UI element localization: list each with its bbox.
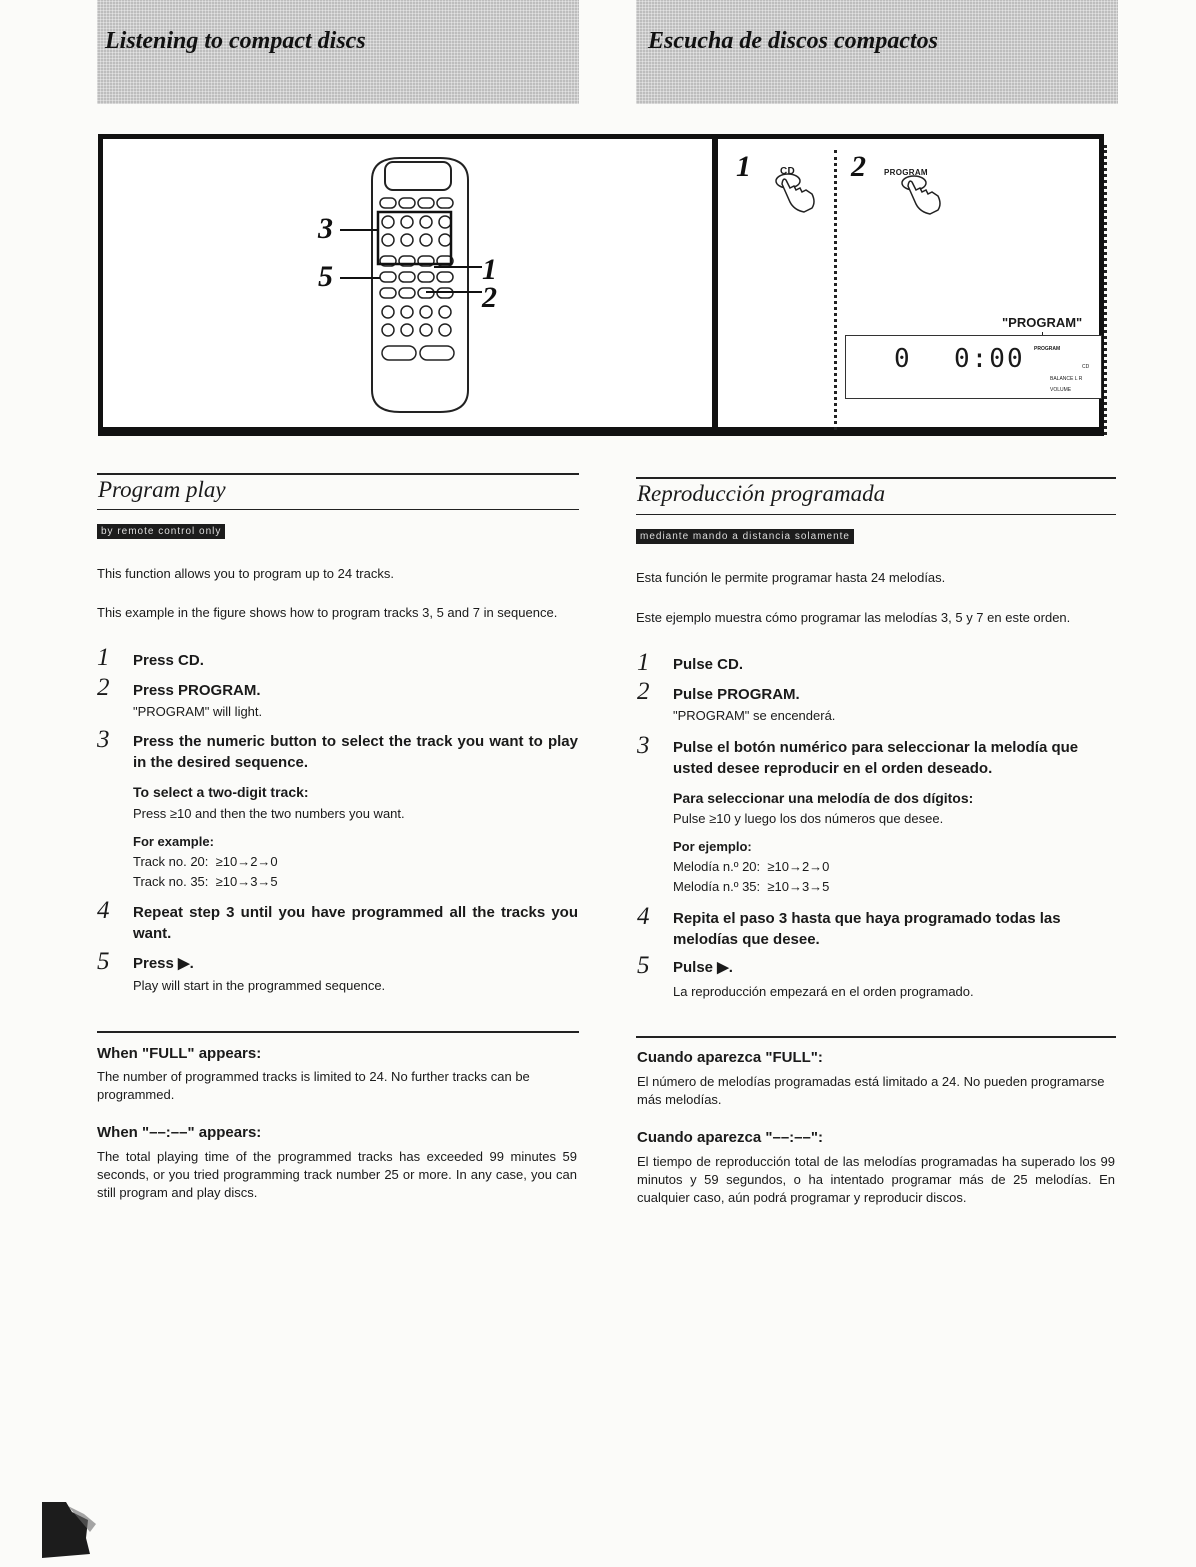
spanish-step-1-number: 1 [637,649,650,676]
callout-5: 5 [318,260,333,293]
spanish-example-heading: Por ejemplo: [673,839,752,854]
spanish-remote-only-tag: mediante mando a distancia solamente [636,529,854,544]
program-indicator-label: "PROGRAM" [1002,315,1083,330]
english-step-5-detail: Play will start in the programmed sequence. [133,978,386,993]
figure-dotted-divider [834,150,837,430]
spanish-step-5-heading: Pulse ▶. [673,959,733,976]
english-step-2-detail: "PROGRAM" will light. [133,704,263,719]
hand-pointer-icon [772,172,822,216]
english-remote-only-tag: by remote control only [97,524,225,539]
lcd-program-indicator: PROGRAM [1034,346,1061,352]
callout-1: 1 [482,253,497,286]
spanish-step-2-detail: "PROGRAM" se encenderá. [673,708,836,723]
spanish-step-3-number: 3 [637,732,650,759]
spanish-full-heading: Cuando aparezca "FULL": [637,1049,823,1066]
scan-corner-mark [38,1498,108,1562]
header-title-english: Listening to compact discs [105,28,366,54]
english-two-digit-text: Press ≥10 and then the two numbers you want. [133,806,405,821]
english-step-4-heading: Repeat step 3 until you have programmed all the tracks you want. [133,904,578,942]
spanish-step-5-detail: La reproducción empezará en el orden programado. [673,984,974,999]
english-step-2-heading: Press PROGRAM. [133,682,261,699]
spanish-two-digit-heading: Para seleccionar una melodía de dos dígitos: [673,790,974,806]
spanish-title-rule-bottom [636,514,1116,515]
header-title-spanish: Escucha de discos compactos [648,28,938,54]
hand-pointer-icon-2 [898,174,948,218]
figure-step-2: 2 [851,150,866,183]
english-two-digit-heading: To select a two-digit track: [133,784,309,800]
english-title-rule-top [97,473,579,475]
english-step-5-number: 5 [97,948,110,975]
cd-button-label: CD [780,166,796,177]
lcd-cd-indicator: CD [1082,364,1090,370]
spanish-step-2-heading: Pulse PROGRAM. [673,686,800,703]
english-intro-1: This function allows you to program up to 24 tracks. [97,566,394,581]
lcd-volume-indicator: VOLUME [1050,387,1072,393]
spanish-notes-rule [636,1036,1116,1038]
english-example-2: Track no. 35: ≥10→3→5 [133,874,278,889]
english-dash-heading: When "––:––" appears: [97,1124,262,1141]
english-step-5-heading: Press ▶. [133,955,194,972]
spanish-step-2-number: 2 [637,678,650,705]
spanish-step-4-heading: Repita el paso 3 hasta que haya programado todas las melodías que desee. [673,910,1061,948]
lcd-track-number: 0 [894,344,912,374]
spanish-step-1-heading: Pulse CD. [673,656,744,673]
spanish-step-5-number: 5 [637,952,650,979]
spanish-step-3-heading: Pulse el botón numérico para seleccionar la melodía que usted desee reproducir en el orden deseado. [673,739,1079,777]
spanish-dash-heading: Cuando aparezca "––:––": [637,1129,823,1146]
english-section-title: Program play [98,477,226,502]
figure-dotted-edge [1104,145,1107,435]
english-intro-2: This example in the figure shows how to program tracks 3, 5 and 7 in sequence. [97,605,558,620]
english-step-2-number: 2 [97,674,110,701]
english-step-1-heading: Press CD. [133,652,204,669]
english-step-3-heading: Press the numeric button to select the track you want to play in the desired sequence. [133,733,578,771]
lcd-balance-indicator: BALANCE L R [1050,376,1083,382]
english-example-1: Track no. 20: ≥10→2→0 [133,854,278,869]
figure-step-1: 1 [736,150,751,183]
figure-divider [712,134,718,436]
header-banner-english [97,0,579,104]
spanish-intro-1: Esta función le permite programar hasta 24 melodías. [636,570,946,585]
english-example-heading: For example: [133,834,214,849]
english-notes-rule [97,1031,579,1033]
spanish-dash-text: El tiempo de reproducción total de las melodías programadas ha superado los 99 minutos y 59 segundos, o ha intentado programar más de 25 melodías. En cualquier caso, aún podrá programar y reproducir discos. [637,1154,1115,1205]
spanish-example-1: Melodía n.º 20: ≥10→2→0 [673,859,830,874]
english-full-text: The number of programmed tracks is limited to 24. No further tracks can be programmed. [97,1069,530,1102]
spanish-example-2: Melodía n.º 35: ≥10→3→5 [673,879,830,894]
callout-2: 2 [482,281,497,314]
english-dash-text: The total playing time of the programmed tracks has exceeded 99 minutes 59 seconds, or you tried programming track number 25 or more. In any case, you can still program and play discs. [97,1149,577,1200]
spanish-full-text: El número de melodías programadas está limitado a 24. No pueden programarse más melodías. [637,1074,1105,1107]
english-full-heading: When "FULL" appears: [97,1045,262,1062]
english-step-4-number: 4 [97,897,110,924]
english-step-1-number: 1 [97,644,110,671]
spanish-section-title: Reproducción programada [637,481,886,506]
english-step-3-number: 3 [97,726,110,753]
header-banner-spanish [636,0,1118,104]
callout-3: 3 [318,212,333,245]
spanish-two-digit-text: Pulse ≥10 y luego los dos números que desee. [673,811,944,826]
spanish-step-4-number: 4 [637,903,650,930]
lcd-time: 0:00 [954,344,1025,374]
spanish-intro-2: Este ejemplo muestra cómo programar las melodías 3, 5 y 7 en este orden. [636,610,1071,625]
program-button-label: PROGRAM [884,168,928,177]
spanish-title-rule-top [636,477,1116,479]
lcd-display [845,335,1102,399]
english-title-rule-bottom [97,509,579,510]
